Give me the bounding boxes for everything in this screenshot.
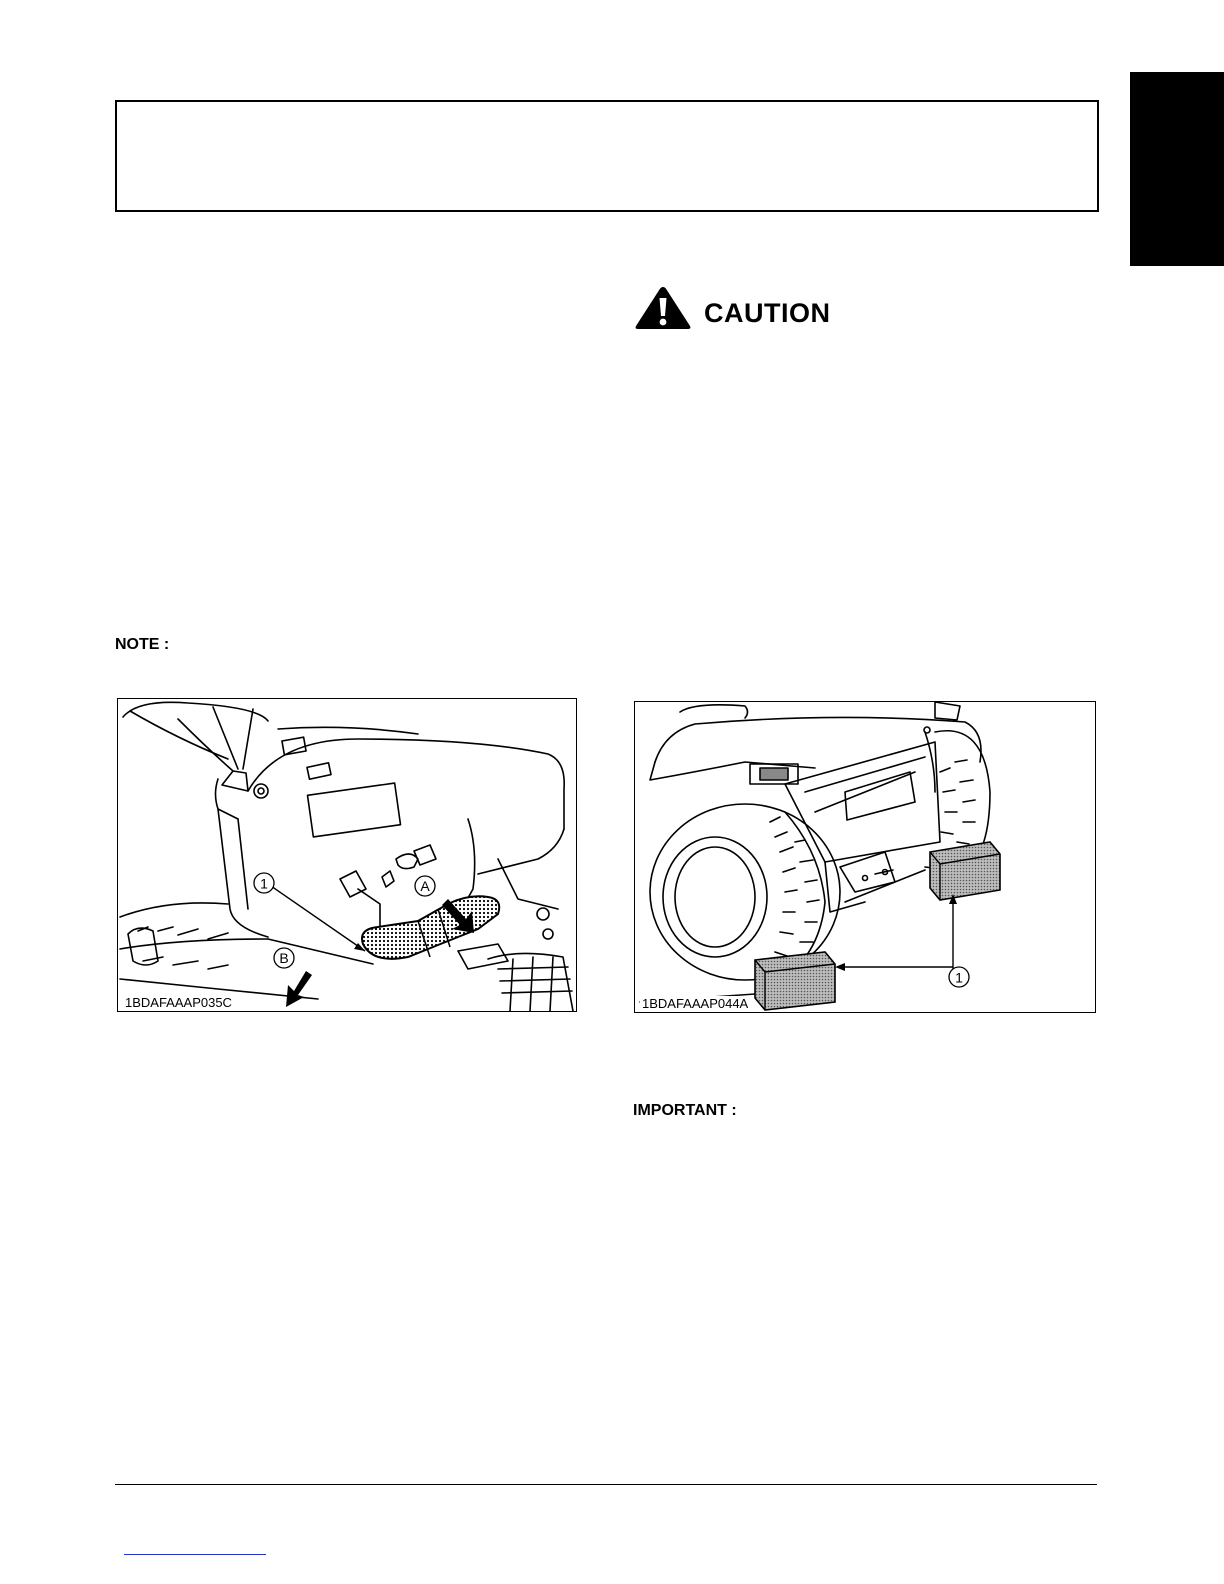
footer-link-underline[interactable] bbox=[124, 1554, 266, 1555]
figure-code-right: 1BDAFAAAP044A bbox=[642, 996, 749, 1011]
wheel-chocks-illustration bbox=[635, 702, 1095, 1012]
section-thumb-tab bbox=[1130, 72, 1224, 266]
callout-1-left: 1 bbox=[260, 875, 268, 892]
callout-1-right: 1 bbox=[955, 969, 963, 986]
figure-brake-pedal bbox=[117, 698, 577, 1012]
note-label: NOTE : bbox=[115, 636, 170, 653]
warning-triangle-icon bbox=[632, 284, 694, 332]
figure-wheel-chocks bbox=[634, 701, 1096, 1013]
header-box bbox=[115, 100, 1099, 212]
brake-pedal-illustration bbox=[118, 699, 576, 1011]
important-label: IMPORTANT : bbox=[633, 1102, 737, 1119]
callout-b: B bbox=[279, 950, 289, 966]
figure-code-left: 1BDAFAAAP035C bbox=[125, 995, 232, 1010]
callout-a: A bbox=[420, 878, 430, 894]
footer-rule bbox=[115, 1484, 1097, 1485]
caution-label: CAUTION bbox=[704, 298, 831, 328]
